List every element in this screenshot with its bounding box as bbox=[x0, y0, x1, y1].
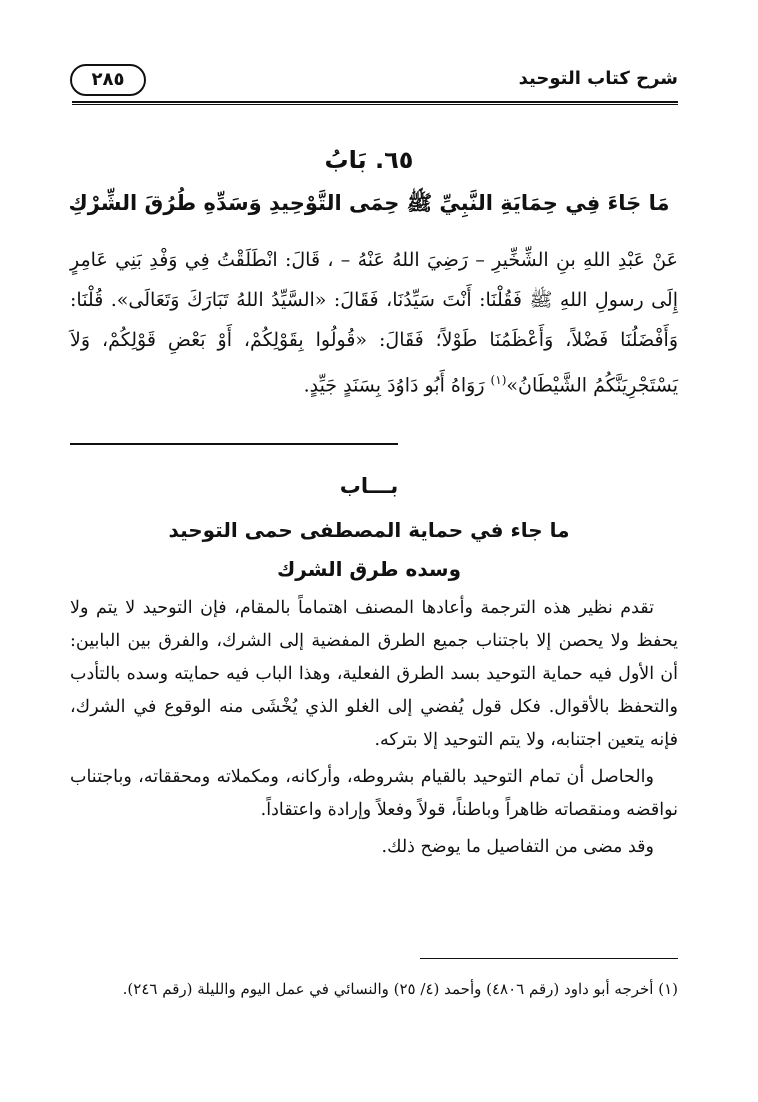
header-rule-thin bbox=[72, 104, 678, 105]
section-divider bbox=[70, 443, 398, 445]
hadith-body: عَنْ عَبْدِ اللهِ بنِ الشِّخِّيرِ – رَضِيَ اللهُ عَنْهُ – ، قَالَ: انْطَلَقْتُ فِي وَفْدِ بَنِي عَامِرٍ إِلَى رسولِ اللهِ ﷺ فَقُلْنَا: أَنْتَ سَيِّدُنَا، فَقَالَ: «السَّيِّدُ اللهُ تَبَارَكَ وَتَعَالَى». قُلْنَا: وَأَفْضَلُنَا فَضْلاً، وَأَعْظَمُنَا طَوْلاً؛ فَقَالَ: «قُولُوا بِقَوْلِكُمْ، أَوْ بَعْضِ قَوْلِكُمْ، وَلاَ يَسْتَجْرِيَنَّكُمُ الشَّيْطَانُ» bbox=[70, 249, 678, 397]
footnote: (١) أخرجه أبو داود (رقم ٤٨٠٦) وأحمد (٤/ ٢٥) والنسائي في عمل اليوم والليلة (رقم ٢٤٦). bbox=[122, 980, 678, 998]
section-subheading-line2: وسده طرق الشرك bbox=[276, 557, 462, 581]
chapter-subheading: مَا جَاءَ فِي حِمَايَةِ النَّبِيِّ ﷺ حِمَى التَّوْحِيدِ وَسَدِّهِ طُرُقَ الشِّرْكِ bbox=[68, 191, 670, 215]
hadith-text bbox=[70, 240, 678, 405]
section-subheading-line1: ما جاء في حماية المصطفى حمى التوحيد bbox=[168, 518, 570, 542]
page-number: ٢٨٥ bbox=[70, 64, 146, 96]
running-header bbox=[70, 62, 678, 102]
section-heading: بـــاب bbox=[339, 474, 399, 498]
footnote-rule bbox=[420, 958, 678, 959]
book-title: شرح كتاب التوحيد bbox=[518, 68, 678, 89]
commentary-paragraph: تقدم نظير هذه الترجمة وأعادها المصنف اهتماماً بالمقام، فإن التوحيد لا يتم ولا يحفظ ولا يحصن إلا باجتناب جميع الطرق المفضية إلى الشرك، والفرق بين البابين: أن الأول فيه حماية التوحيد بسد الطرق الفعلية، وهذا الباب فيه حمايته وسده بالتأدب والتحفظ بالأقوال. فكل قول يُفضي إلى الغلو الذي يُخْشَى منه الوقوع في الشرك، فإنه يتعين اجتنابه، ولا يتم التوحيد إلا بتركه. bbox=[70, 598, 678, 750]
chapter-heading: ٦٥. بَابُ bbox=[324, 146, 414, 174]
commentary-paragraph: والحاصل أن تمام التوحيد بالقيام بشروطه، وأركانه، ومكملاته ومحققاته، وباجتناب نواقضه ومنقصاته ظاهراً وباطناً، قولاً وفعلاً وإرادة واعتقاداً. bbox=[70, 767, 678, 820]
header-rule bbox=[72, 101, 678, 103]
commentary-paragraph: وقد مضى من التفاصيل ما يوضح ذلك. bbox=[381, 837, 654, 857]
commentary bbox=[70, 592, 678, 868]
hadith-attribution: رَوَاهُ أَبُو دَاوُدَ بِسَنَدٍ جَيِّدٍ. bbox=[303, 374, 491, 397]
footnote-marker: (١) bbox=[490, 373, 507, 387]
